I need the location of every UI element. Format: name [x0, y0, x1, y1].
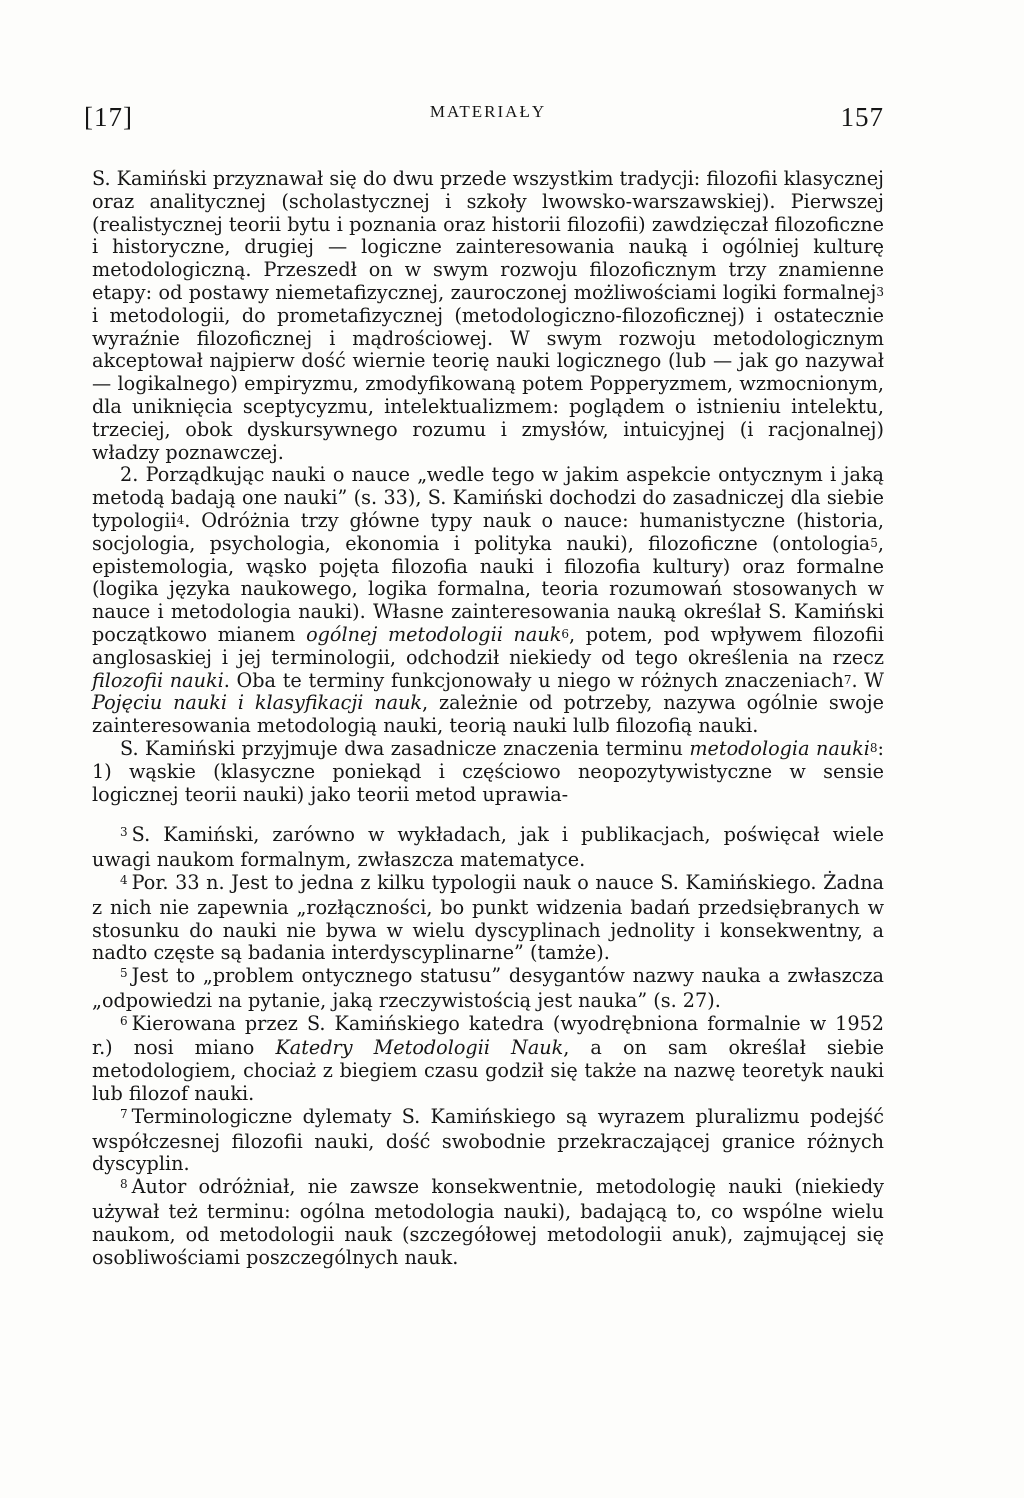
page-number: 157 — [840, 102, 884, 132]
footnote-ref-3: 3 — [876, 284, 884, 299]
footnote — [92, 1106, 884, 1176]
italic-term: ogólnej metodologii nauk — [306, 622, 562, 646]
footnote-ref-4: 4 — [176, 512, 185, 527]
footnote-text: Terminologiczne dylematy S. Kamińskiego są wyrazem pluralizmu podejść współczesnej filozofii nauki, dość swobodnie przekraczającej granice różnych dyscyplin. — [92, 1104, 884, 1176]
footnote — [92, 824, 884, 872]
italic-term: filozofii nauki — [92, 668, 224, 692]
footnote-number: 8 — [120, 1177, 128, 1192]
footnote-text: , a on sam określał siebie metodologiem, chociaż z biegiem czasu godził się także na nazwę teoretyk nauki lub filozof nauki. — [92, 1036, 884, 1106]
footnote-number: 7 — [120, 1106, 128, 1121]
footnote-ref-6: 6 — [561, 626, 569, 641]
running-header — [84, 84, 884, 132]
footnote-text: Kierowana przez S. Kamińskiego katedra (wyodrębniona formalnie w 1952 r.) nosi miano — [92, 1011, 884, 1060]
footnote — [92, 1176, 884, 1269]
footnote-ref-7: 7 — [843, 672, 852, 687]
footnote-number: 3 — [120, 825, 128, 840]
section-number: [17] — [84, 102, 133, 132]
footnotes — [92, 824, 884, 1269]
footnote-text: Jest to „problem ontycznego statusu” desygantów nazwy nauka a zwłaszcza „odpowiedzi na pytanie, jaką rzeczywistością jest nauka” (s. 27). — [92, 964, 884, 1012]
paragraph-2: 2. Porządkując nauki o nauce „wedle tego w jakim aspekcie ontycznym i jaką metodą badają one nauki” (s. 33), S. Kamiński dochodzi do zasadniczej dla siebie typologii$^4$. Odróżnia trzy główne typy nauk o nauce: humanistyczne (historia, socjologia, psychologia, ekonomia i polityka nauki), filozoficzne (ontologia$^5$, epistemologia, wąsko pojęta filozofia nauki i filozofia kultury) oraz formalne (logika języka naukowego, logika formalna, teoria rozumowań stosowanych w nauce i metodologia nauki). Własne zainteresowania nauką określał S. Kamiński początkowo mianem ogólnej metodologii nauk$^6$, potem, pod wpływem filozofii anglosaskiej i jej terminologii, odchodził niekiedy od tego określenia na rzecz filozofii nauki. Oba te terminy funkcjonowały u niego w różnych znaczeniach$^7$. W Pojęciu nauki i klasyfikacji nauk, zależnie od potrzeby, nazywa ogólnie swoje zainteresowania metodologią nauki, teorią nauki lulb filozofią nauki. — [92, 463, 885, 738]
footnote-text: S. Kamiński, zarówno w wykładach, jak i publikacjach, poświęcał wiele uwagi naukom formalnym, zwłaszcza matematyce. — [92, 823, 884, 872]
footnote — [92, 965, 884, 1013]
footnote — [92, 1013, 884, 1106]
paragraph-1: S. Kamiński przyznawał się do dwu przede wszystkim tradycji: filozofii klasycznej oraz analitycznej (scholastycznej i szkoły lwowsko-warszawskiej). Pierwszej (realistycznej teorii bytu i poznania oraz historii filozofii) zawdzięczał filozoficzne i historyczne, drugiej — logiczne zainteresowania nauką i ogólniej kulturę metodologiczną. Przeszedł on w swym rozwoju filozoficznym trzy znamienne etapy: od postawy niemetafizycznej, zauroczonej możliwościami logiki formalnej$^3$ i metodologii, do prometafizycznej (metodologiczno-filozoficznej) i ostatecznie wyraźnie filozoficznej i mądrościowej. W swym rozwoju metodologicznym akceptował najpierw dość wiernie teorię nauki logicznego (lub — jak go nazywał — logikalnego) empiryzmu, zmodyfikowaną potem Popperyzmem, wzmocnionym, dla uniknięcia sceptycyzmu, intelektualizmem: poglądem o istnieniu intelektu, trzeciej, obok dyskursywnego rozumu i zmysłów, intuicyjnej (i racjonalnej) władzy poznawczej. — [92, 167, 884, 464]
page — [84, 84, 885, 1269]
paragraph-3: S. Kamiński przyjmuje dwa zasadnicze znaczenia terminu metodologia nauki$^8$: 1) wąskie (klasyczne poniekąd i częściowo neopozytywistyczne w sensie logicznej teorii nauki) jako teorii metod uprawia- — [92, 736, 884, 806]
footnote-number: 6 — [120, 1013, 128, 1028]
footnote-ref-8: 8 — [869, 740, 878, 755]
footnote-italic: Katedry Metodologii Nauk — [275, 1036, 564, 1060]
main-text — [92, 168, 884, 806]
footnote-number: 5 — [120, 966, 128, 981]
italic-term: metodologia nauki — [689, 736, 870, 760]
italic-title: Pojęciu nauki i klasyfikacji nauk — [92, 691, 423, 715]
footnote-text: Autor odróżniał, nie zawsze konsekwentnie, metodologię nauki (niekiedy używał też terminu: ogólna metodologia nauki), badającą to, co wspólne wielu naukom, od metodologii nauk (szczegółowej metodologii anuk), zajmującej się osobliwościami poszczególnych nauk. — [92, 1175, 884, 1269]
running-title: MATERIAŁY — [429, 102, 547, 121]
footnote-ref-5: 5 — [870, 535, 878, 550]
footnote — [92, 872, 884, 965]
footnote-number: 4 — [120, 872, 128, 887]
footnote-text: Por. 33 n. Jest to jedna z kilku typologii nauk o nauce S. Kamińskiego. Żadna z nich nie zapewnia „rozłączności, bo punkt widzenia badań przedsiębranych w stosunku do nauki nie bywa w wielu dyscyplinach jednolity i konsekwentny, a nadto częste są badania interdyscyplinarne” (tamże). — [92, 870, 884, 965]
